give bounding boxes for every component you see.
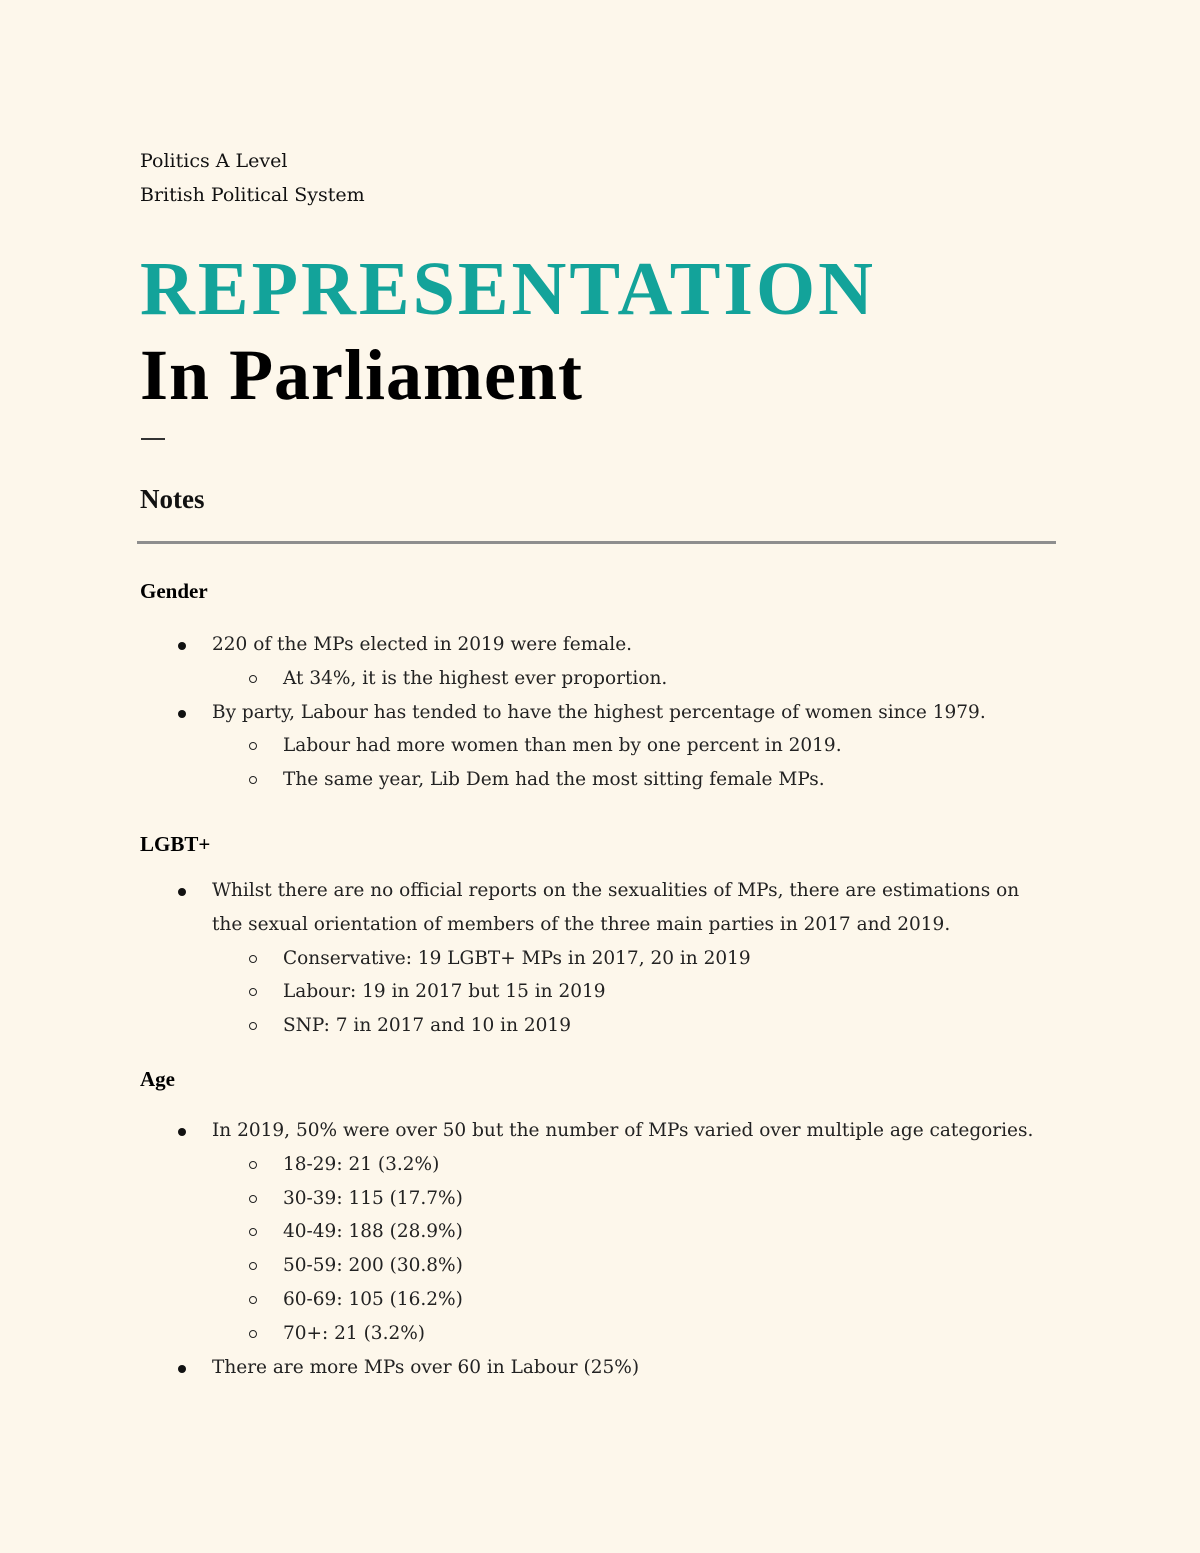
list-item-text: There are more MPs over 60 in Labour (25%) <box>212 1356 640 1378</box>
document-title: REPRESENTATION <box>140 247 876 331</box>
sub-list-item-text: Labour had more women than men by one percent in 2019. <box>283 735 842 757</box>
list-item-text: By party, Labour has tended to have the highest percentage of women since 1979. <box>212 701 986 723</box>
sub-list-item <box>283 1009 1042 1043</box>
hollow-bullet-icon <box>249 1262 257 1270</box>
sub-list-item <box>283 1182 1033 1216</box>
section-heading-gender: Gender <box>140 579 208 603</box>
bullet-icon <box>178 1128 186 1136</box>
list-item <box>140 696 986 797</box>
hollow-bullet-icon <box>249 1161 257 1169</box>
gender-list <box>140 628 986 797</box>
hollow-bullet-icon <box>249 1022 257 1030</box>
unit-label: British Political System <box>140 184 365 206</box>
bullet-icon <box>178 888 186 896</box>
sub-list-item-text: The same year, Lib Dem had the most sitting female MPs. <box>283 769 825 791</box>
sub-list <box>212 942 1042 1043</box>
hollow-bullet-icon <box>249 1228 257 1236</box>
list-item <box>140 628 986 696</box>
course-label: Politics A Level <box>140 150 288 172</box>
bullet-icon <box>178 710 186 718</box>
notes-heading: Notes <box>140 484 205 514</box>
section-heading-lgbt: LGBT+ <box>140 832 211 856</box>
sub-list-item-text: 70+: 21 (3.2%) <box>283 1322 426 1344</box>
sub-list-item <box>283 1215 1033 1249</box>
hollow-bullet-icon <box>249 742 257 750</box>
sub-list <box>212 662 986 696</box>
sub-list-item <box>283 763 986 797</box>
horizontal-rule <box>137 541 1056 544</box>
bullet-icon <box>178 642 186 650</box>
sub-list-item-text: 18-29: 21 (3.2%) <box>283 1153 440 1175</box>
hollow-bullet-icon <box>249 988 257 996</box>
sub-list-item-text: SNP: 7 in 2017 and 10 in 2019 <box>283 1015 571 1037</box>
sub-list-item <box>283 942 1042 976</box>
sub-list-item <box>283 1249 1033 1283</box>
sub-list-item-text: 60-69: 105 (16.2%) <box>283 1288 463 1310</box>
hollow-bullet-icon <box>249 1195 257 1203</box>
title-dash-divider <box>141 438 165 440</box>
sub-list-item <box>283 1148 1033 1182</box>
sub-list-item-text: Labour: 19 in 2017 but 15 in 2019 <box>283 981 606 1003</box>
list-item-text: In 2019, 50% were over 50 but the number of MPs varied over multiple age categories. <box>212 1120 1034 1141</box>
sub-list-item-text: Conservative: 19 LGBT+ MPs in 2017, 20 in 2019 <box>283 947 751 969</box>
hollow-bullet-icon <box>249 675 257 683</box>
section-heading-age: Age <box>140 1067 175 1091</box>
sub-list <box>212 1148 1033 1351</box>
sub-list-item <box>283 729 986 763</box>
hollow-bullet-icon <box>249 955 257 963</box>
list-item-text: 220 of the MPs elected in 2019 were female. <box>212 634 633 655</box>
sub-list <box>212 729 986 797</box>
sub-list-item <box>283 1317 1033 1351</box>
hollow-bullet-icon <box>249 776 257 784</box>
list-item <box>140 1351 1033 1385</box>
sub-list-item-text: 40-49: 188 (28.9%) <box>283 1221 463 1243</box>
age-list <box>140 1114 1033 1384</box>
document-subtitle: In Parliament <box>140 335 583 415</box>
list-item-text: Whilst there are no official reports on the sexualities of MPs, there are estimations on the sexual orientation of members of the three main parties in 2017 and 2019. <box>212 880 1020 935</box>
sub-list-item <box>283 975 1042 1009</box>
sub-list-item <box>283 662 986 696</box>
hollow-bullet-icon <box>249 1330 257 1338</box>
lgbt-list <box>140 874 1042 1043</box>
bullet-icon <box>178 1365 186 1373</box>
sub-list-item-text: 30-39: 115 (17.7%) <box>283 1187 463 1209</box>
sub-list-item-text: At 34%, it is the highest ever proportion. <box>283 667 668 689</box>
sub-list-item-text: 50-59: 200 (30.8%) <box>283 1255 463 1277</box>
hollow-bullet-icon <box>249 1296 257 1304</box>
list-item <box>140 874 1042 1043</box>
sub-list-item <box>283 1283 1033 1317</box>
list-item <box>140 1114 1033 1351</box>
